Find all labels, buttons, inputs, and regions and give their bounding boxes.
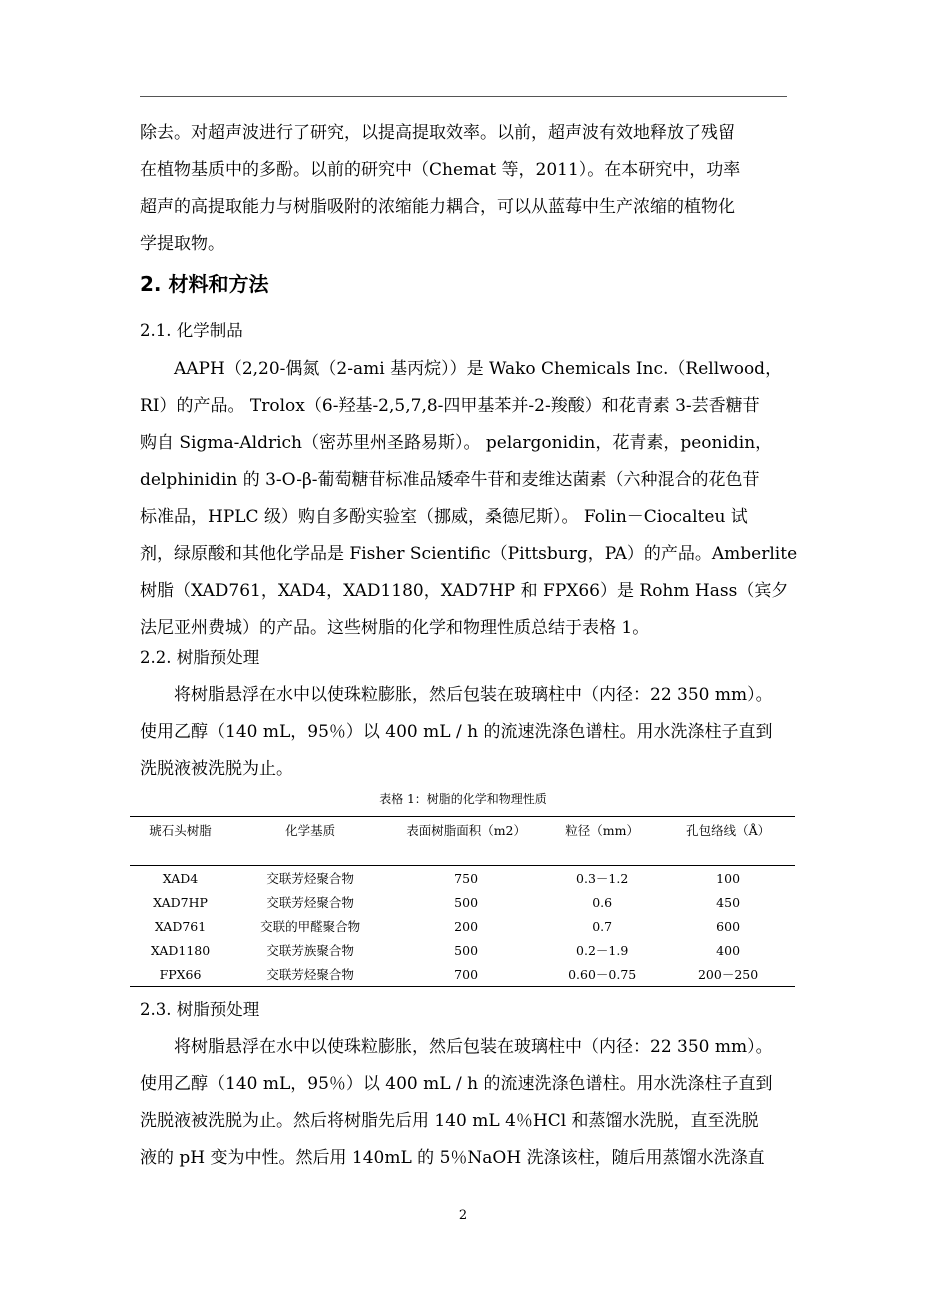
text-line: 标准品，HPLC 级）购自多酚实验室（挪威，桑德尼斯）。 Folin－Ciocalteu 试 (140, 507, 748, 527)
table-cell: XAD761 (154, 918, 207, 934)
text-line: 洗脱液被洗脱为止。 (140, 759, 293, 779)
column-header: 粒径（mm） (565, 823, 640, 838)
text-line: 树脂（XAD761，XAD4，XAD1180，XAD7HP 和 FPX66）是 Rohm Hass（宾夕 (140, 581, 789, 601)
text-line: 将树脂悬浮在水中以使珠粒膨胀，然后包装在玻璃柱中（内径：22 350 mm）。 (174, 1037, 773, 1057)
text-line: 在植物基质中的多酚。以前的研究中（Chemat 等，2011）。在本研究中，功率 (140, 160, 741, 180)
section-heading: 2. 材料和方法 (140, 272, 269, 296)
table-cell: 0.7 (592, 918, 613, 934)
table-cell: 600 (716, 918, 741, 934)
paragraph-chemicals (140, 351, 798, 647)
text-line: 法尼亚州费城）的产品。这些树脂的化学和物理性质总结于表格 1。 (140, 618, 650, 638)
table-row (130, 866, 795, 891)
table-row (130, 914, 795, 938)
subsection-heading: 2.2. 树脂预处理 (140, 648, 260, 667)
table-cell: 交联芳族聚合物 (266, 943, 354, 958)
text-line: delphinidin 的 3-O-β-葡萄糖苷标准品矮牵牛苷和麦维达菌素（六种混合的花色苷 (140, 470, 760, 490)
column-header: 琥石头树脂 (149, 823, 212, 838)
header-rule (140, 96, 787, 97)
text-line: 使用乙醇（140 mL，95％）以 400 mL / h 的流速洗涤色谱柱。用水洗涤柱子直到 (140, 1074, 773, 1094)
table-cell: 交联的甲醛聚合物 (260, 919, 361, 934)
column-header: 化学基质 (285, 823, 336, 838)
table-cell: FPX66 (159, 966, 202, 982)
text-line: 使用乙醇（140 mL，95％）以 400 mL / h 的流速洗涤色谱柱。用水洗涤柱子直到 (140, 722, 773, 742)
subsection-heading: 2.3. 树脂预处理 (140, 1000, 260, 1019)
paragraph-intro (140, 115, 790, 263)
paragraph-pretreatment (140, 677, 790, 788)
text-line: 超声的高提取能力与树脂吸附的浓缩能力耦合，可以从蓝莓中生产浓缩的植物化 (140, 197, 735, 217)
table-cell: 交联芳烃聚合物 (266, 871, 354, 886)
table-cell: 450 (716, 894, 741, 910)
text-line: 液的 pH 变为中性。然后用 140mL 的 5％NaOH 洗涤该柱，随后用蒸馏水洗涤直 (140, 1148, 765, 1168)
text-line: 购自 Sigma-Aldrich（密苏里州圣路易斯）。 pelargonidin，花青素，peonidin， (140, 433, 773, 453)
text-line: AAPH（2,20-偶氮（2-ami 基丙烷））是 Wako Chemicals Inc.（Rellwood， (174, 359, 783, 379)
text-line: 除去。对超声波进行了研究，以提高提取效率。以前，超声波有效地释放了残留 (140, 123, 735, 143)
table-cell: 交联芳烃聚合物 (266, 967, 354, 982)
text-line: 学提取物。 (140, 234, 225, 254)
table-cell: XAD7HP (153, 894, 208, 910)
table-cell: 500 (454, 894, 479, 910)
subsection-heading: 2.1. 化学制品 (140, 321, 243, 340)
table-cell: 0.6 (592, 894, 613, 910)
table-cell: 750 (454, 870, 479, 886)
table-row (130, 962, 795, 987)
paragraph-pretreatment-2 (140, 1029, 790, 1177)
table-cell: 0.60－0.75 (568, 967, 637, 982)
table-cell: 交联芳烃聚合物 (266, 895, 354, 910)
table-cell: 0.3－1.2 (576, 871, 629, 886)
table-row (130, 890, 795, 914)
table-caption: 表格 1：树脂的化学和物理性质 (379, 792, 547, 806)
table-cell: 500 (454, 942, 479, 958)
column-header: 孔包络线（Å） (686, 823, 771, 838)
page-number: 2 (458, 1208, 468, 1223)
table-cell: XAD4 (162, 870, 199, 886)
text-line: 剂，绿原酸和其他化学品是 Fisher Scientific（Pittsburg，PA）的产品。Amberlite (140, 544, 798, 564)
table-cell: 700 (454, 966, 479, 982)
resin-properties-table (130, 816, 795, 987)
table-cell: 100 (716, 870, 741, 886)
table-header-row (130, 817, 795, 866)
table-cell: 400 (716, 942, 741, 958)
table-cell: 200 (454, 918, 479, 934)
text-line: RI）的产品。 Trolox（6-羟基-2,5,7,8-四甲基苯并-2-羧酸）和花青素 3-芸香糖苷 (140, 396, 760, 416)
table-row (130, 938, 795, 962)
text-line: 将树脂悬浮在水中以使珠粒膨胀，然后包装在玻璃柱中（内径：22 350 mm）。 (174, 685, 773, 705)
table-cell: XAD1180 (150, 942, 211, 958)
table-cell: 0.2－1.9 (576, 943, 629, 958)
table-cell: 200－250 (697, 967, 759, 982)
column-header: 表面树脂面积（m2） (406, 823, 527, 838)
text-line: 洗脱液被洗脱为止。然后将树脂先后用 140 mL 4％HCl 和蒸馏水洗脱，直至洗脱 (140, 1111, 759, 1131)
